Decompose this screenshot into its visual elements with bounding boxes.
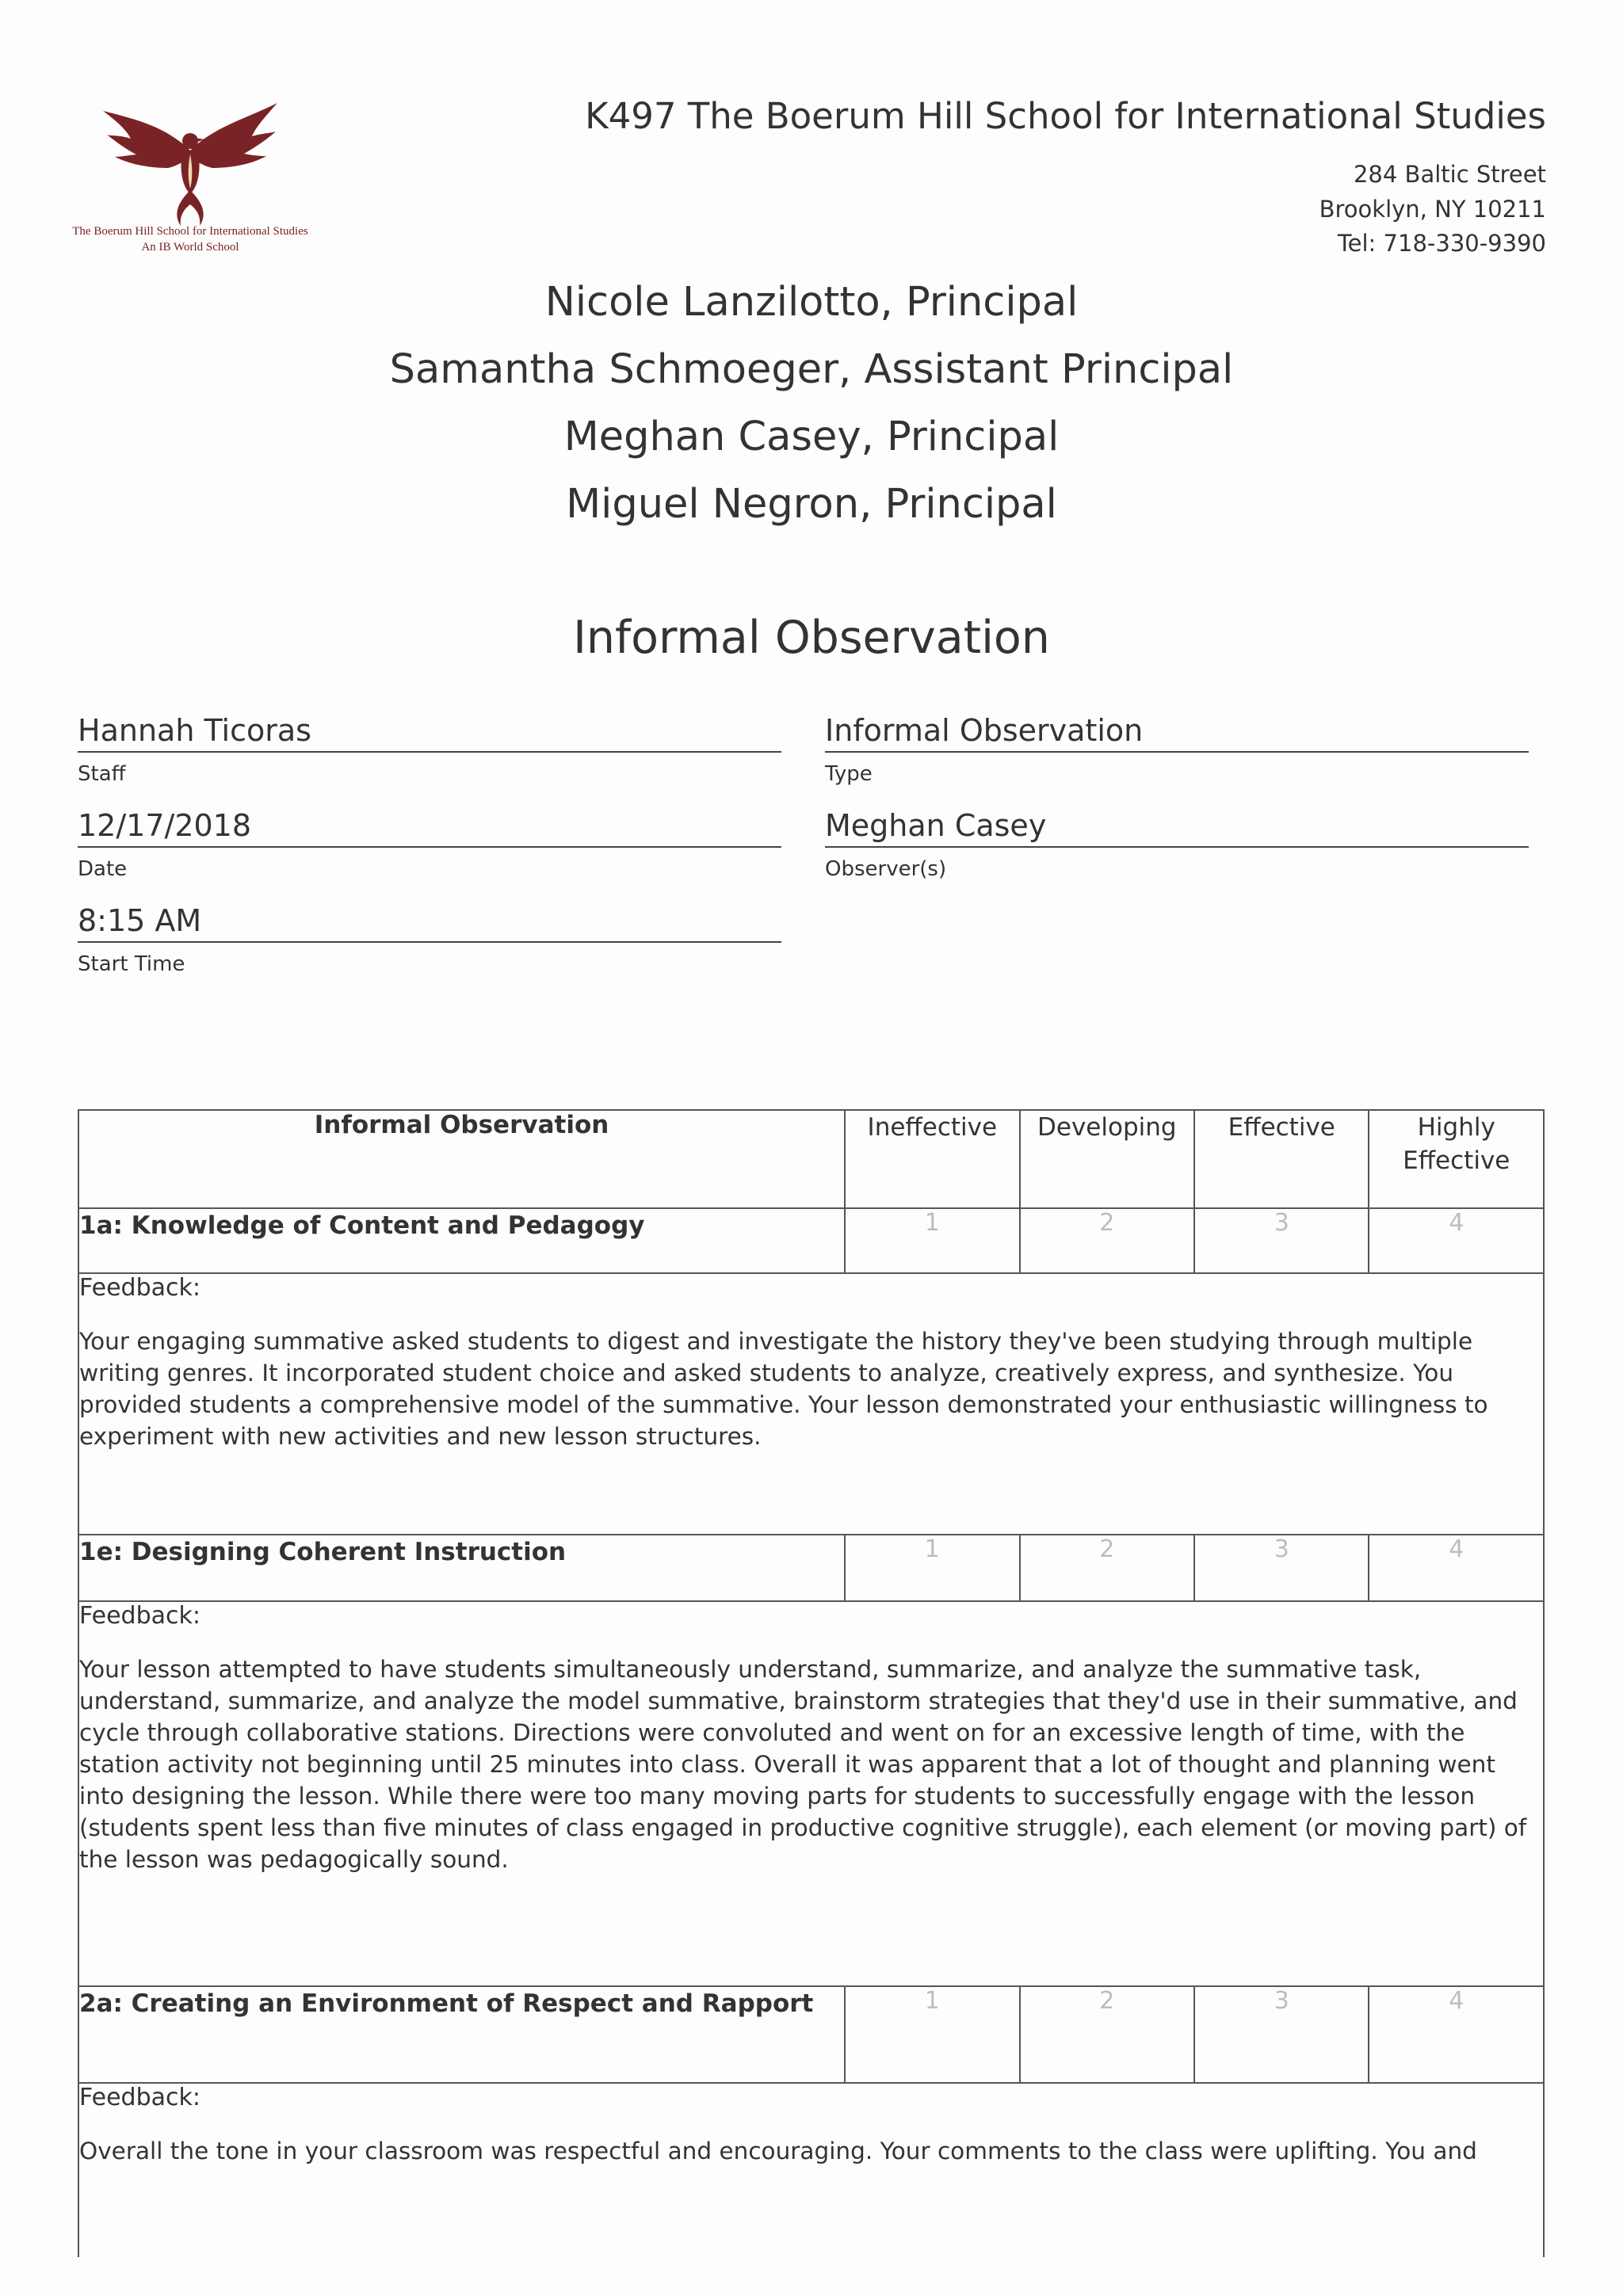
rating-header-highly-effective: Highly Effective	[1369, 1110, 1544, 1208]
school-name: K497 The Boerum Hill School for International Studies	[585, 95, 1546, 137]
rating-header-effective: Effective	[1194, 1110, 1369, 1208]
rating-3[interactable]: 3	[1194, 1208, 1369, 1273]
type-field	[825, 710, 1529, 786]
logo-line-2: An IB World School	[141, 241, 239, 254]
logo-line-1: The Boerum Hill School for International Studies	[72, 225, 308, 238]
observers-label: Observer(s)	[825, 857, 947, 881]
rating-2[interactable]: 2	[1020, 1986, 1194, 2083]
rating-header-developing: Developing	[1020, 1110, 1194, 1208]
rating-header-ineffective: Ineffective	[845, 1110, 1019, 1208]
staff-name-1: Nicole Lanzilotto, Principal	[544, 279, 1079, 326]
date-field	[78, 805, 781, 881]
feedback-label: Feedback:	[79, 2084, 200, 2111]
feedback-row	[78, 1601, 1544, 1986]
feedback-text: Overall the tone in your classroom was respectful and encouraging. Your comments to the class were uplifting. You and	[79, 2138, 1477, 2164]
feedback-row	[78, 2083, 1544, 2257]
rating-4[interactable]: 4	[1369, 1535, 1544, 1601]
staff-name-2: Samantha Schmoeger, Assistant Principal	[389, 346, 1234, 393]
observers-field	[825, 805, 1529, 881]
feedback-cell	[78, 1273, 1544, 1535]
feedback-cell	[78, 1601, 1544, 1986]
page-title: Informal Observation	[573, 612, 1050, 664]
rating-2[interactable]: 2	[1020, 1535, 1194, 1601]
address-line-1: 284 Baltic Street	[1353, 161, 1546, 188]
staff-field	[78, 710, 781, 786]
rating-3[interactable]: 3	[1194, 1535, 1369, 1601]
rating-4[interactable]: 4	[1369, 1208, 1544, 1273]
feedback-label: Feedback:	[79, 1602, 200, 1630]
phoenix-icon	[71, 95, 309, 230]
rating-4[interactable]: 4	[1369, 1986, 1544, 2083]
address-line-2: Brooklyn, NY 10211	[1319, 196, 1546, 223]
start-time-field	[78, 900, 781, 976]
component-name: 2a: Creating an Environment of Respect and Rapport	[78, 1986, 845, 2083]
rating-1[interactable]: 1	[845, 1535, 1019, 1601]
feedback-cell	[78, 2083, 1544, 2257]
start-time-value: 8:15 AM	[78, 900, 781, 943]
date-label: Date	[78, 857, 128, 881]
component-name: 1e: Designing Coherent Instruction	[78, 1535, 845, 1601]
staff-name-4: Miguel Negron, Principal	[566, 481, 1057, 528]
rating-3[interactable]: 3	[1194, 1986, 1369, 2083]
rating-1[interactable]: 1	[845, 1986, 1019, 2083]
component-row	[78, 1208, 1544, 1273]
component-row	[78, 1535, 1544, 1601]
table-header-row	[78, 1110, 1544, 1208]
school-logo	[71, 95, 309, 261]
start-time-label: Start Time	[78, 952, 185, 976]
staff-label: Staff	[78, 762, 126, 786]
observation-table	[78, 1109, 1545, 2257]
rating-2[interactable]: 2	[1020, 1208, 1194, 1273]
type-value: Informal Observation	[825, 710, 1529, 753]
component-name: 1a: Knowledge of Content and Pedagogy	[78, 1208, 845, 1273]
feedback-text: Your engaging summative asked students to digest and investigate the history they've been studying through multiple writing genres. It incorporated student choice and asked students to analyze, creatively express, and synthesize. You provided students a comprehensive model of the summative. Your lesson demonstrated your enthusiastic willingness to experiment with new activities and new lesson structures.	[79, 1328, 1488, 1450]
type-label: Type	[825, 762, 873, 786]
rating-1[interactable]: 1	[845, 1208, 1019, 1273]
staff-value: Hannah Ticoras	[78, 710, 781, 753]
telephone: Tel: 718-330-9390	[1337, 230, 1546, 257]
table-header-title: Informal Observation	[78, 1110, 845, 1208]
feedback-row	[78, 1273, 1544, 1535]
staff-name-3: Meghan Casey, Principal	[563, 414, 1060, 460]
feedback-text: Your lesson attempted to have students simultaneously understand, summarize, and analyze the summative task, understand, summarize, and analyze the model summative, brainstorm strategies that they'd use in their summative, and cycle through collaborative stations. Directions were convoluted and went on for an excessive length of time, with the station activity not beginning until 25 minutes into class. Overall it was apparent that a lot of thought and planning went into designing the lesson. While there were too many moving parts for students to successfully engage with the lesson (students spent less than five minutes of class engaged in productive cognitive struggle), each element (or moving part) of the lesson was pedagogically sound.	[79, 1656, 1527, 1873]
component-row	[78, 1986, 1544, 2083]
date-value: 12/17/2018	[78, 805, 781, 848]
observers-value: Meghan Casey	[825, 805, 1529, 848]
feedback-label: Feedback:	[79, 1274, 200, 1302]
